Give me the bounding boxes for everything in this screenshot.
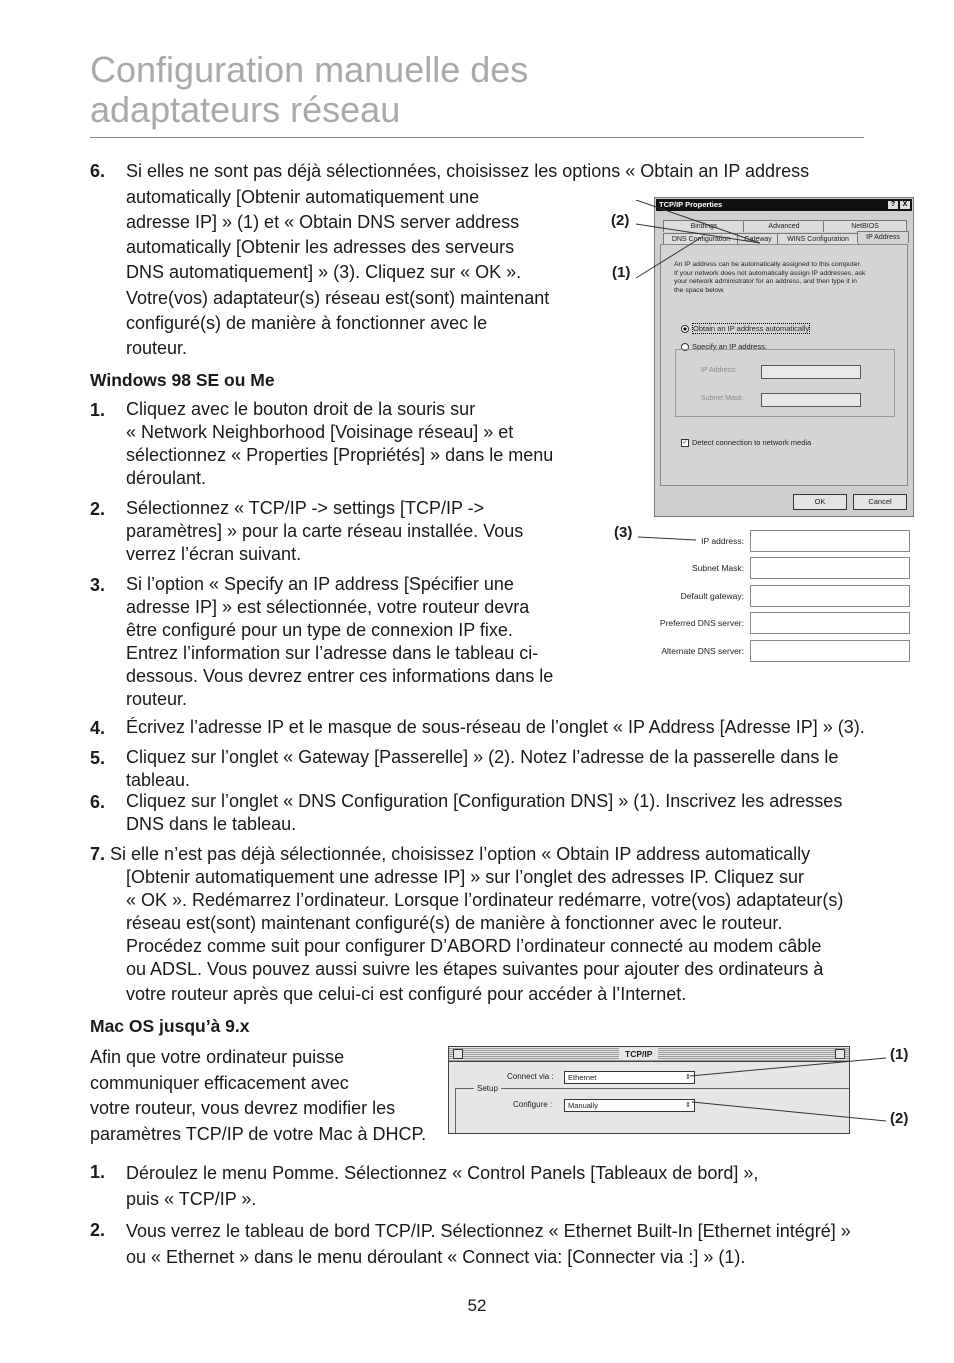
item-line: paramètres] » pour la carte réseau installée. Vous <box>126 521 524 541</box>
step-6-line: routeur. <box>126 338 188 358</box>
win98-item-6 <box>90 790 910 836</box>
mac-callout-label-2: (2) <box>890 1110 909 1127</box>
info-line: If your network does not automatically assign IP addresses, ask <box>674 269 866 277</box>
item-number: 2. <box>90 499 106 519</box>
intro-line: paramètres TCP/IP de votre Mac à DHCP. <box>90 1123 427 1144</box>
win98-item-1 <box>90 398 600 490</box>
item-line: « Network Neighborhood [Voisinage réseau] » et <box>126 422 514 442</box>
table-field-alternate-dns[interactable] <box>750 640 910 662</box>
configure-value: Manually <box>568 1101 599 1110</box>
checkbox-checked-icon: ✓ <box>682 440 688 447</box>
table-field-gateway[interactable] <box>750 585 910 607</box>
title-line-1: Configuration manuelle des <box>90 49 529 90</box>
item-line: votre routeur après que celui-ci est configuré pour accéder à l’Internet. <box>126 984 687 1004</box>
step-6-line: Si elles ne sont pas déjà sélectionnées, choisissez les options « Obtain an IP address <box>126 161 810 181</box>
item-line: Vous verrez le tableau de bord TCP/IP. Sélectionnez « Ethernet Built-In [Ethernet intégré] » <box>126 1221 851 1241</box>
callout-line-1 <box>636 237 702 278</box>
help-button[interactable]: ? <box>888 201 898 209</box>
specify-ip-label: Specify an IP address: <box>692 342 767 351</box>
item-line: déroulant. <box>126 468 207 488</box>
item-line: sélectionnez « Properties [Propriétés] » dans le menu <box>126 445 554 465</box>
intro-line: votre routeur, vous devrez modifier les <box>90 1098 396 1118</box>
mac-dialog-title: TCP/IP <box>619 1048 658 1060</box>
step-6-line: configuré(s) de manière à fonctionner avec le <box>126 313 488 333</box>
table-field-preferred-dns[interactable] <box>750 612 910 634</box>
callout-label-2: (2) <box>611 212 630 229</box>
win98-item-4 <box>90 716 910 739</box>
item-line: Cliquez avec le bouton droit de la souris sur <box>126 399 476 419</box>
updown-arrow-icon: ⇕ <box>685 1102 691 1109</box>
table-label-preferred-dns: Preferred DNS server: <box>659 618 744 628</box>
item-line: réseau est(sont) maintenant configuré(s) de manière à fonctionner avec le routeur. <box>126 913 783 933</box>
win98-item-5 <box>90 746 910 792</box>
connect-via-select[interactable] <box>564 1071 695 1084</box>
mac-item-1 <box>90 1160 910 1212</box>
callout-lines <box>600 200 920 560</box>
detect-media-label: Detect connection to network media <box>692 438 812 447</box>
item-line: Cliquez sur l’onglet « Gateway [Passerelle] » (2). Notez l’adresse de la passerelle dans le <box>126 747 839 767</box>
table-label-ip: IP address: <box>701 536 744 546</box>
item-line: [Obtenir automatiquement une adresse IP] » sur l’onglet des adresses IP. Cliquez sur <box>126 867 805 887</box>
item-number: 2. <box>90 1220 106 1240</box>
item-line: Si elle n’est pas déjà sélectionnée, choisissez l’option « Obtain IP address automatically <box>110 844 811 864</box>
cancel-button[interactable]: Cancel <box>853 494 907 510</box>
item-line: « OK ». Redémarrez l’ordinateur. Lorsque l’ordinateur redémarre, votre(vos) adaptateur(s) <box>126 890 844 910</box>
win98-item-7 <box>90 843 910 1006</box>
info-line: your network administrator for an address, and then type it in <box>674 278 857 285</box>
item-number: 4. <box>90 718 106 738</box>
item-line: routeur. <box>126 689 188 709</box>
updown-arrow-icon: ⇕ <box>685 1074 691 1081</box>
step-6-line: automatically [Obtenir automatiquement une <box>126 187 480 207</box>
mac-callout-line-2 <box>692 1102 886 1121</box>
step-number: 6. <box>90 161 106 181</box>
item-line: Procédez comme suit pour configurer D’ABORD l’ordinateur connecté au modem câble <box>126 936 822 956</box>
page-title <box>90 50 850 130</box>
callout-line-2b <box>636 224 760 243</box>
section-heading-win98: Windows 98 SE ou Me <box>90 370 275 390</box>
callout-line-2 <box>636 200 760 243</box>
mac-callout-lines <box>680 1040 900 1140</box>
title-divider <box>90 137 864 138</box>
info-line: the space below. <box>674 286 725 294</box>
configure-select[interactable] <box>564 1099 695 1112</box>
tab-gateway[interactable]: Gateway <box>737 233 779 245</box>
configure-label: Configure : <box>513 1100 553 1109</box>
table-field-subnet[interactable] <box>750 557 910 579</box>
section-heading-mac: Mac OS jusqu’à 9.x <box>90 1016 250 1036</box>
item-line: ou « Ethernet » dans le menu déroulant « Connect via: [Connecter via :] » (1). <box>126 1247 746 1267</box>
info-line: An IP address can be automatically assigned to this computer. <box>674 261 862 268</box>
intro-line: Afin que votre ordinateur puisse <box>90 1047 345 1067</box>
mac-item-2 <box>90 1218 910 1270</box>
item-line: Si l’option « Specify an IP address [Spécifier une <box>126 574 514 594</box>
win98-item-3 <box>90 573 600 711</box>
item-line: Sélectionnez « TCP/IP -> settings [TCP/IP -> <box>126 498 485 518</box>
item-line: être configuré pour un type de connexion IP fixe. <box>126 620 513 640</box>
ok-button[interactable]: OK <box>793 494 847 510</box>
setup-label: Setup <box>474 1084 501 1093</box>
win98-item-2 <box>90 497 600 566</box>
item-line: adresse IP] » est sélectionnée, votre routeur devra <box>126 597 530 617</box>
mac-callout-label-1: (1) <box>890 1046 909 1063</box>
obtain-ip-label: Obtain an IP address automatically <box>693 324 810 333</box>
item-line: tableau. <box>126 770 191 790</box>
item-line: dessous. Vous devrez entrer ces informations dans le <box>126 666 554 686</box>
callout-label-1: (1) <box>612 264 631 281</box>
table-label-subnet: Subnet Mask: <box>692 563 744 573</box>
item-number: 6. <box>90 792 106 812</box>
title-line-2: adaptateurs réseau <box>90 89 401 130</box>
tab-netbios[interactable]: NetBIOS <box>823 220 907 232</box>
item-line: verrez l’écran suivant. <box>126 544 302 564</box>
item-line: Cliquez sur l’onglet « DNS Configuration [Configuration DNS] » (1). Inscrivez les adresses <box>126 791 843 811</box>
step-6-line: adresse IP] » (1) et « Obtain DNS server address <box>126 212 520 232</box>
page-number: 52 <box>467 1296 487 1315</box>
tab-ip-address[interactable]: IP Address <box>857 231 909 243</box>
tab-wins-configuration[interactable]: WINS Configuration <box>777 233 859 245</box>
table-label-alternate-dns: Alternate DNS server: <box>661 646 744 656</box>
step-6-line: DNS automatiquement] » (3). Cliquez sur « OK ». <box>126 262 522 282</box>
tab-bindings[interactable]: Bindings <box>663 220 745 232</box>
close-box-icon[interactable] <box>453 1049 463 1059</box>
mac-callout-line-1 <box>690 1058 886 1076</box>
item-number: 1. <box>90 400 106 420</box>
callout-label-3: (3) <box>614 524 633 541</box>
connect-via-label: Connect via : <box>507 1072 554 1081</box>
item-line: ou ADSL. Vous pouvez aussi suivre les étapes suivantes pour ajouter des ordinateurs à <box>126 959 824 979</box>
table-label-gateway: Default gateway: <box>680 591 744 601</box>
item-line: Écrivez l’adresse IP et le masque de sous-réseau de l’onglet « IP Address [Adresse IP] » (3). <box>126 717 865 737</box>
item-number: 1. <box>90 1162 106 1182</box>
dialog-title: TCP/IP Properties <box>659 200 723 209</box>
subnet-mask-label: Subnet Mask: <box>701 395 744 402</box>
item-line: DNS dans le tableau. <box>126 814 297 834</box>
step-6-line: automatically [Obtenir les adresses des serveurs <box>126 237 515 257</box>
item-number: 7. <box>90 844 106 864</box>
item-line: Entrez l’information sur l’adresse dans le tableau ci- <box>126 643 539 663</box>
step-6-line: Votre(vos) adaptateur(s) réseau est(sont) maintenant <box>126 288 550 308</box>
close-button[interactable]: X <box>900 201 910 209</box>
connect-via-value: Ethernet <box>568 1073 597 1082</box>
item-line: puis « TCP/IP ». <box>126 1189 257 1209</box>
ip-address-label: IP Address: <box>701 367 737 374</box>
intro-line: communiquer efficacement avec <box>90 1072 349 1093</box>
tab-dns-configuration[interactable]: DNS Configuration <box>663 233 739 245</box>
item-number: 3. <box>90 575 106 595</box>
tab-advanced[interactable]: Advanced <box>743 220 825 232</box>
table-field-ip[interactable] <box>750 530 910 552</box>
item-line: Déroulez le menu Pomme. Sélectionnez « Control Panels [Tableaux de bord] », <box>126 1163 759 1183</box>
mac-intro <box>90 1045 426 1147</box>
item-number: 5. <box>90 748 106 768</box>
